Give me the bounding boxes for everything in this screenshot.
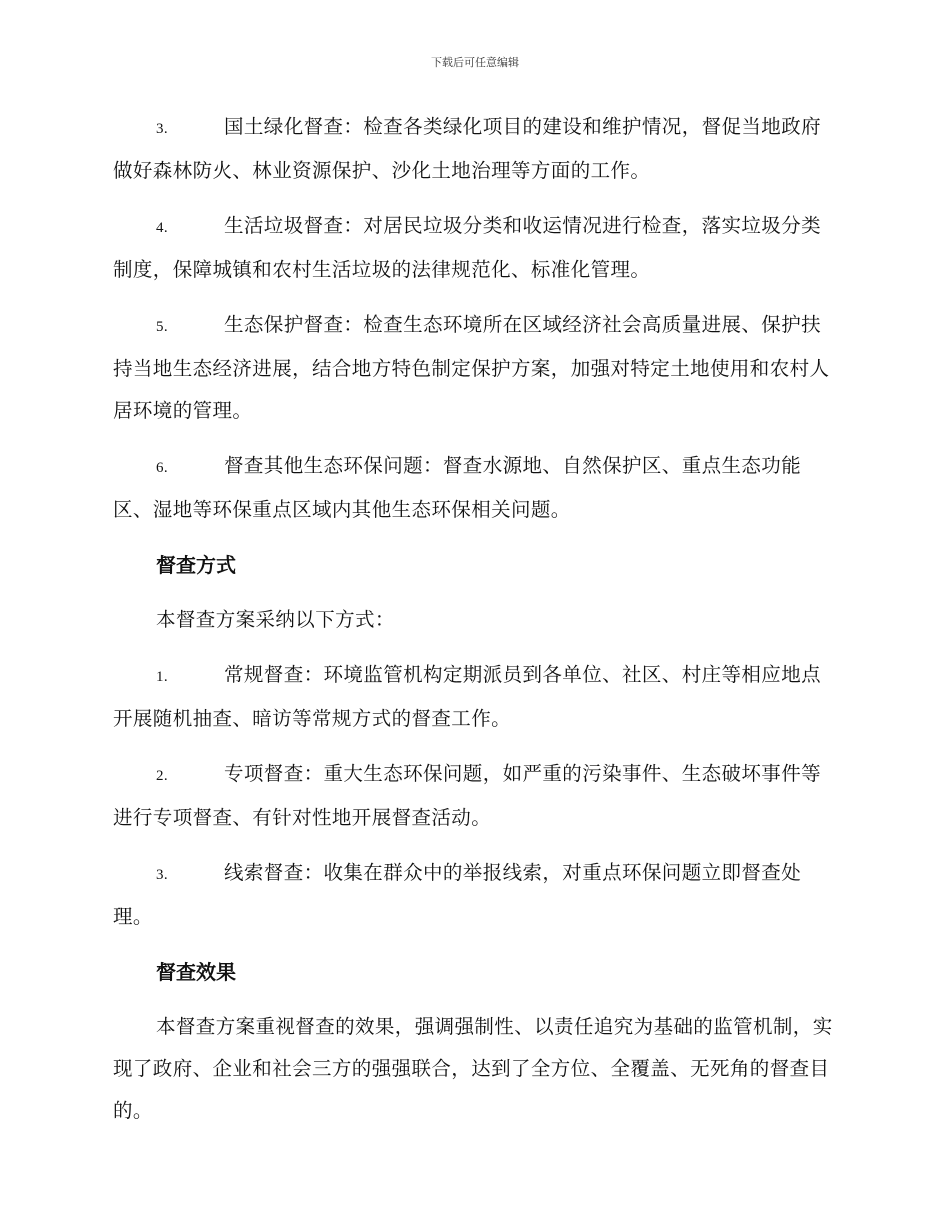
list-number: 3.: [156, 121, 169, 137]
list-number: 2.: [156, 768, 169, 784]
list-item: [113, 445, 833, 531]
list-item: [113, 205, 833, 291]
list-number: 6.: [156, 460, 169, 476]
section-heading: 督查效果: [156, 960, 236, 984]
list-number: 4.: [156, 220, 169, 236]
list-item: [113, 654, 833, 740]
list-text: 督查其他生态环保问题：督查水源地、自然保护区、重点生态功能区、湿地等环保重点区域内其他生态环保相关问题。: [113, 454, 802, 521]
list-item: [113, 304, 833, 432]
document-body: [113, 106, 833, 1145]
paragraph: 本督查方案采纳以下方式：: [156, 608, 395, 631]
list-item: [113, 106, 833, 192]
list-item: [113, 852, 833, 938]
paragraph: 本督查方案重视督查的效果，强调强制性、以责任追究为基础的监管机制，实现了政府、企业和社会三方的强强联合，达到了全方位、全覆盖、无死角的督查目的。: [113, 1015, 833, 1122]
list-text: 常规督查：环境监管机构定期派员到各单位、社区、村庄等相应地点开展随机抽查、暗访等常规方式的督查工作。: [113, 663, 822, 730]
list-number: 5.: [156, 319, 169, 335]
list-item: [113, 753, 833, 839]
list-text: 生态保护督查：检查生态环境所在区域经济社会高质量进展、保护扶持当地生态经济进展，结合地方特色制定保护方案，加强对特定土地使用和农村人居环境的管理。: [113, 313, 830, 422]
section-heading: 督查方式: [156, 553, 236, 577]
list-text: 国土绿化督查：检查各类绿化项目的建设和维护情况，督促当地政府做好森林防火、林业资源保护、沙化土地治理等方面的工作。: [113, 115, 822, 182]
list-text: 线索督查：收集在群众中的举报线索，对重点环保问题立即督查处理。: [113, 861, 802, 928]
page-header: 下载后可任意编辑: [431, 56, 519, 69]
list-number: 1.: [156, 669, 169, 685]
list-text: 专项督查：重大生态环保问题，如严重的污染事件、生态破坏事件等进行专项督查、有针对性地开展督查活动。: [113, 762, 822, 829]
list-number: 3.: [156, 867, 169, 883]
list-text: 生活垃圾督查：对居民垃圾分类和收运情况进行检查，落实垃圾分类制度，保障城镇和农村生活垃圾的法律规范化、标准化管理。: [113, 214, 822, 281]
